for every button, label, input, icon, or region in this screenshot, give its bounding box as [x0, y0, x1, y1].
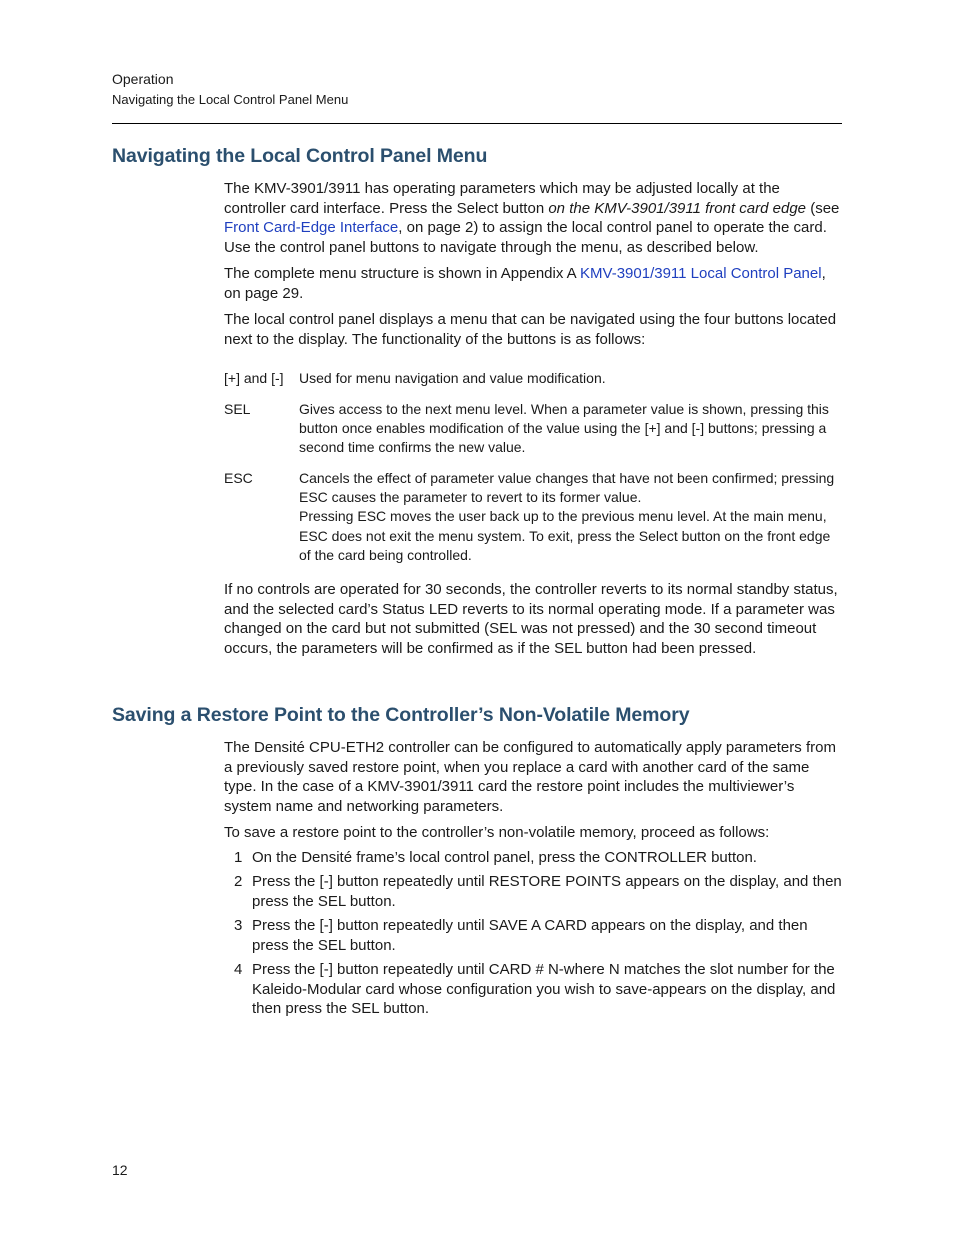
definition-desc-group [299, 469, 844, 565]
definition-desc: Gives access to the next menu level. When a parameter value is shown, pressing this button once enables modification of the value using the [+] and [-] buttons; pressing a second time confirms the new value. [299, 401, 829, 456]
section1-intro [224, 179, 844, 349]
paragraph-procedure-intro: To save a restore point to the controller’s non-volatile memory, proceed as follows: [224, 824, 770, 841]
definition-term: ESC [224, 470, 253, 486]
text-run: The KMV-3901/3911 has operating parameters which may be adjusted locally at the controller card interface. Press the Select button [224, 180, 780, 217]
definition-desc: Used for menu navigation and value modification. [299, 370, 606, 386]
paragraph-timeout-text: If no controls are operated for 30 seconds, the controller reverts to its normal standby status, and the selected card’s Status LED reverts to its normal operating mode. If a parameter was changed on the card but not submitted (SEL was not pressed) and the 30 second timeout occurs, the parameters will be confirmed as if the SEL button had been pressed. [224, 581, 838, 657]
text-run: , on page 2) to assign the local control panel to operate the card. Use the control panel buttons to navigate through the menu, as described below. [224, 219, 827, 256]
paragraph-restore-intro: The Densité CPU-ETH2 controller can be configured to automatically apply parameters from a previously saved restore point, when you replace a card with another card of the same type. In the case of a KMV-3901/3911 card the restore point includes the multiviewer’s system name and networking parameters. [224, 739, 836, 815]
paragraph-timeout [224, 580, 844, 658]
step-text: On the Densité frame’s local control panel, press the CONTROLLER button. [252, 849, 757, 866]
running-header-section: Navigating the Local Control Panel Menu [112, 92, 349, 107]
definition-term: [+] and [-] [224, 370, 284, 386]
step-number: 1 [234, 849, 243, 866]
link-front-card-edge[interactable]: Front Card-Edge Interface [224, 219, 399, 236]
text-run: , on page 29. [224, 265, 826, 302]
page-number: 12 [112, 1162, 128, 1178]
step-number: 2 [234, 873, 243, 890]
header-rule [112, 123, 842, 124]
section-heading-navigating: Navigating the Local Control Panel Menu [112, 145, 488, 167]
step-number: 3 [234, 917, 243, 934]
text-run: (see [806, 199, 840, 217]
paragraph-select-button [224, 179, 844, 257]
definition-term: SEL [224, 401, 251, 417]
definition-desc: Cancels the effect of parameter value changes that have not been confirmed; pressing ESC causes the parameter to revert to its former value. [299, 470, 835, 506]
text-run: The complete menu structure is shown in Appendix A [224, 265, 581, 282]
paragraph-buttons-intro: The local control panel displays a menu that can be navigated using the four buttons located next to the display. The functionality of the buttons is as follows: [224, 311, 837, 348]
link-local-control-panel[interactable]: KMV-3901/3911 Local Control Panel [580, 265, 822, 282]
step-text: Press the [-] button repeatedly until RESTORE POINTS appears on the display, and then press the SEL button. [252, 873, 842, 910]
step-text: Press the [-] button repeatedly until CARD # N-where N matches the slot number for the Kaleido-Modular card whose configuration you wish to save-appears on the display, and then press the SEL button. [252, 961, 836, 1017]
section-heading-restore-point: Saving a Restore Point to the Controller’s Non-Volatile Memory [112, 704, 690, 726]
running-header-chapter: Operation [112, 71, 174, 87]
step-number: 4 [234, 961, 243, 978]
step-text: Press the [-] button repeatedly until SAVE A CARD appears on the display, and then press the SEL button. [252, 917, 808, 954]
paragraph-menu-structure [224, 264, 844, 303]
italic-run: on the KMV-3901/3911 front card edge [548, 199, 807, 217]
definition-desc-continued: Pressing ESC moves the user back up to the previous menu level. At the main menu, ESC does not exit the menu system. To exit, press the Select button on the front edge of the card being controlled. [299, 508, 831, 563]
section2-intro [224, 738, 844, 843]
